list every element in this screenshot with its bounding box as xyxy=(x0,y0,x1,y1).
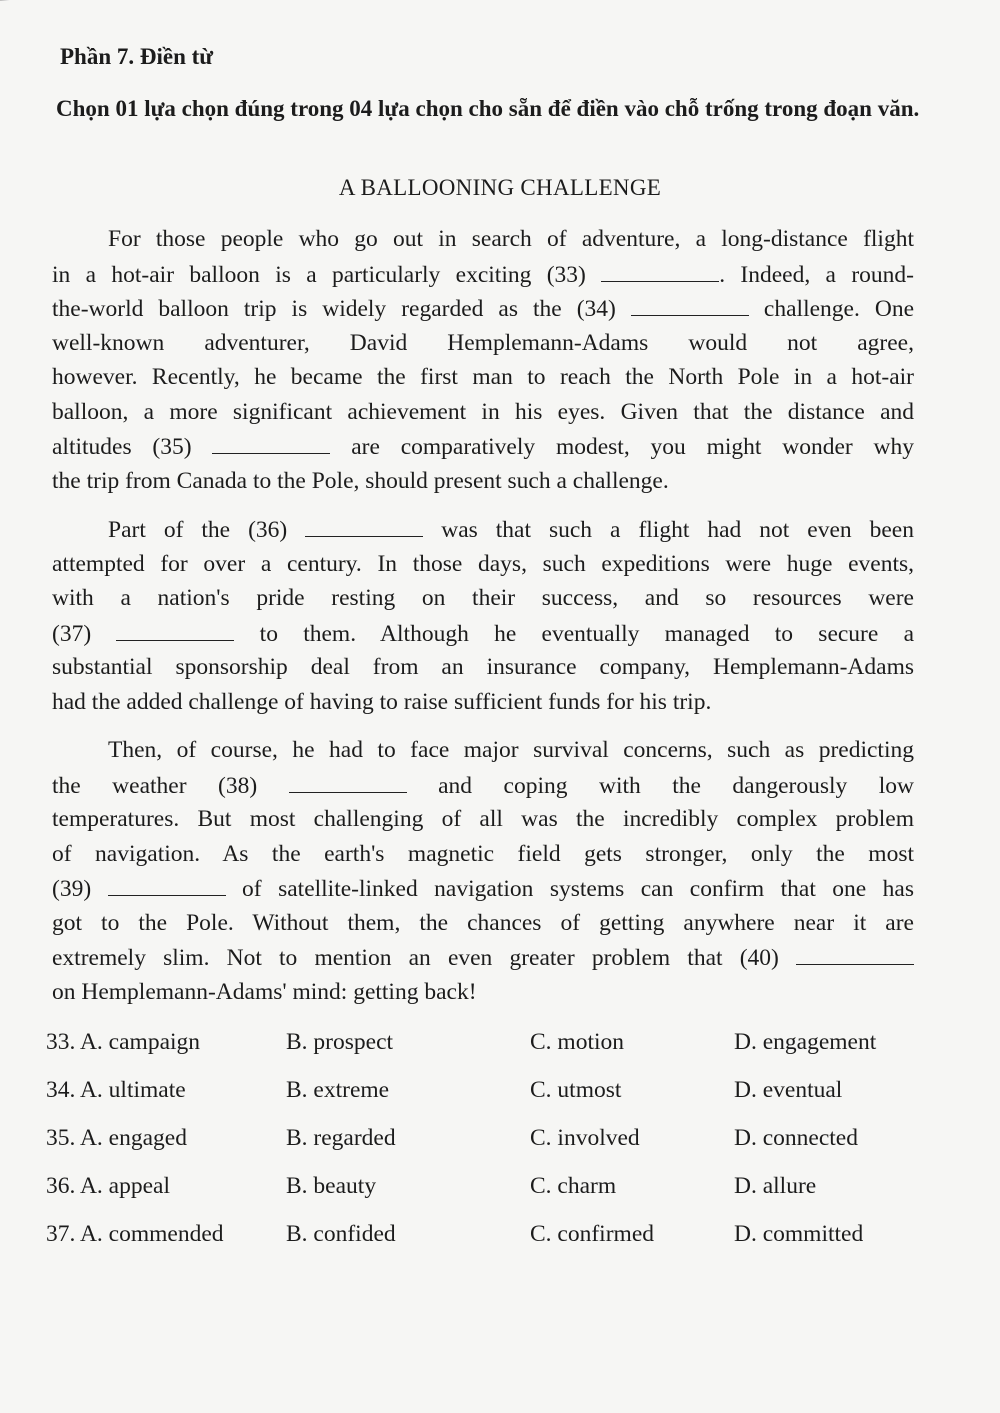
text-segment: had the added challenge of having to raise sufficient funds for his trip. xyxy=(52,688,712,715)
text-line xyxy=(52,429,914,464)
answer-blank[interactable] xyxy=(796,940,914,965)
text-line xyxy=(52,906,914,941)
text-line xyxy=(52,360,914,395)
answer-option[interactable]: C. utmost xyxy=(530,1077,622,1103)
text-line xyxy=(52,768,914,803)
text-segment: (37) xyxy=(52,620,117,647)
text-segment: the weather (38) xyxy=(52,772,289,799)
text-segment: however. Recently, he became the first man to reach the North Pole in a hot-air xyxy=(52,364,914,390)
text-segment: altitudes (35) xyxy=(52,434,213,460)
text-line xyxy=(52,975,914,1010)
text-line xyxy=(52,837,914,872)
passage-title: A BALLOONING CHALLENGE xyxy=(338,175,662,200)
answer-option[interactable]: D. committed xyxy=(734,1221,864,1247)
option-row xyxy=(46,1118,946,1166)
text-segment: extremely slim. Not to mention an even greater problem that (40) xyxy=(52,945,796,971)
answer-option[interactable]: 33. A. campaign xyxy=(46,1029,201,1055)
answer-options xyxy=(46,1022,946,1262)
answer-option[interactable]: D. connected xyxy=(734,1125,858,1151)
scan-mark xyxy=(0,0,61,11)
answer-option[interactable]: 37. A. commended xyxy=(46,1221,224,1247)
text-segment: temperatures. But most challenging of all was the incredibly complex problem xyxy=(52,806,914,832)
text-segment: well-known adventurer, David Hemplemann-Adams would not agree, xyxy=(52,329,914,356)
answer-option[interactable]: C. involved xyxy=(530,1125,640,1151)
answer-option[interactable]: D. allure xyxy=(734,1173,817,1199)
answer-option[interactable]: B. extreme xyxy=(286,1077,390,1103)
answer-option[interactable]: B. beauty xyxy=(286,1173,377,1199)
instruction-text: Chọn 01 lựa chọn đúng trong 04 lựa chọn cho sẵn để điền vào chỗ trống trong đoạn văn. xyxy=(56,96,920,121)
paragraph-1 xyxy=(52,222,914,498)
text-segment: in a hot-air balloon is a particularly exciting (33) xyxy=(52,261,602,288)
text-segment: and coping with the dangerously low xyxy=(406,772,914,799)
answer-blank[interactable] xyxy=(116,616,234,641)
paragraph-3 xyxy=(52,733,914,1009)
text-line xyxy=(52,512,914,547)
answer-option[interactable]: D. eventual xyxy=(734,1077,843,1103)
option-row xyxy=(46,1022,946,1070)
answer-option[interactable]: C. charm xyxy=(530,1173,617,1199)
answer-blank[interactable] xyxy=(631,291,749,316)
text-segment: (39) xyxy=(52,876,108,902)
text-segment: of satellite-linked navigation systems can confirm that one has xyxy=(225,876,914,902)
text-line xyxy=(52,326,914,361)
text-segment: on Hemplemann-Adams' mind: getting back! xyxy=(52,978,477,1005)
option-row xyxy=(46,1214,946,1262)
answer-option[interactable]: B. confided xyxy=(286,1221,396,1247)
text-segment: . Indeed, a round- xyxy=(719,261,914,288)
text-segment: with a nation's pride resting on their success, and so resources were xyxy=(52,585,914,611)
answer-blank[interactable] xyxy=(305,512,423,537)
text-segment: challenge. One xyxy=(748,296,914,322)
text-segment: to them. Although he eventually managed to secure a xyxy=(234,620,914,647)
answer-option[interactable]: B. prospect xyxy=(286,1029,394,1055)
text-line xyxy=(52,581,914,616)
text-segment: are comparatively modest, you might wonder why xyxy=(330,434,914,460)
text-line xyxy=(52,650,914,685)
answer-option[interactable]: 34. A. ultimate xyxy=(46,1077,186,1103)
text-line xyxy=(52,940,914,975)
answer-option[interactable]: D. engagement xyxy=(734,1029,877,1055)
paragraph-2 xyxy=(52,512,914,719)
text-segment: balloon, a more significant achievement in his eyes. Given that the distance and xyxy=(52,398,914,425)
section-title: Phần 7. Điền từ xyxy=(60,44,214,69)
text-segment: For those people who go out in search of adventure, a long-distance flight xyxy=(108,226,914,252)
text-line xyxy=(52,291,914,326)
text-segment: of navigation. As the earth's magnetic field gets stronger, only the most xyxy=(52,840,914,867)
text-segment: the-world balloon trip is widely regarded as the (34) xyxy=(52,296,631,322)
text-segment: the trip from Canada to the Pole, should present such a challenge. xyxy=(52,467,669,494)
text-line xyxy=(52,871,914,906)
text-segment: substantial sponsorship deal from an insurance company, Hemplemann-Adams xyxy=(52,654,914,680)
answer-option[interactable]: C. motion xyxy=(530,1029,625,1055)
text-line xyxy=(52,733,914,768)
answer-blank[interactable] xyxy=(108,871,226,896)
text-line xyxy=(52,395,914,430)
option-row xyxy=(46,1166,946,1214)
text-line xyxy=(52,802,914,837)
text-line xyxy=(52,685,914,720)
text-line xyxy=(52,257,914,292)
text-line xyxy=(52,547,914,582)
answer-option[interactable]: C. confirmed xyxy=(530,1221,654,1247)
text-line xyxy=(52,464,914,499)
text-line xyxy=(52,222,914,257)
answer-option[interactable]: 36. A. appeal xyxy=(46,1173,170,1199)
text-segment: Part of the (36) xyxy=(108,517,306,543)
text-line xyxy=(52,616,914,651)
text-segment: was that such a flight had not even been xyxy=(423,517,914,543)
answer-blank[interactable] xyxy=(601,257,719,282)
text-segment: Then, of course, he had to face major survival concerns, such as predicting xyxy=(108,737,914,763)
text-segment: got to the Pole. Without them, the chances of getting anywhere near it are xyxy=(52,909,914,936)
option-row xyxy=(46,1070,946,1118)
answer-blank[interactable] xyxy=(289,768,407,793)
text-segment: attempted for over a century. In those days, such expeditions were huge events, xyxy=(52,550,914,577)
answer-blank[interactable] xyxy=(212,429,330,454)
answer-option[interactable]: 35. A. engaged xyxy=(46,1125,187,1151)
answer-option[interactable]: B. regarded xyxy=(286,1125,396,1151)
